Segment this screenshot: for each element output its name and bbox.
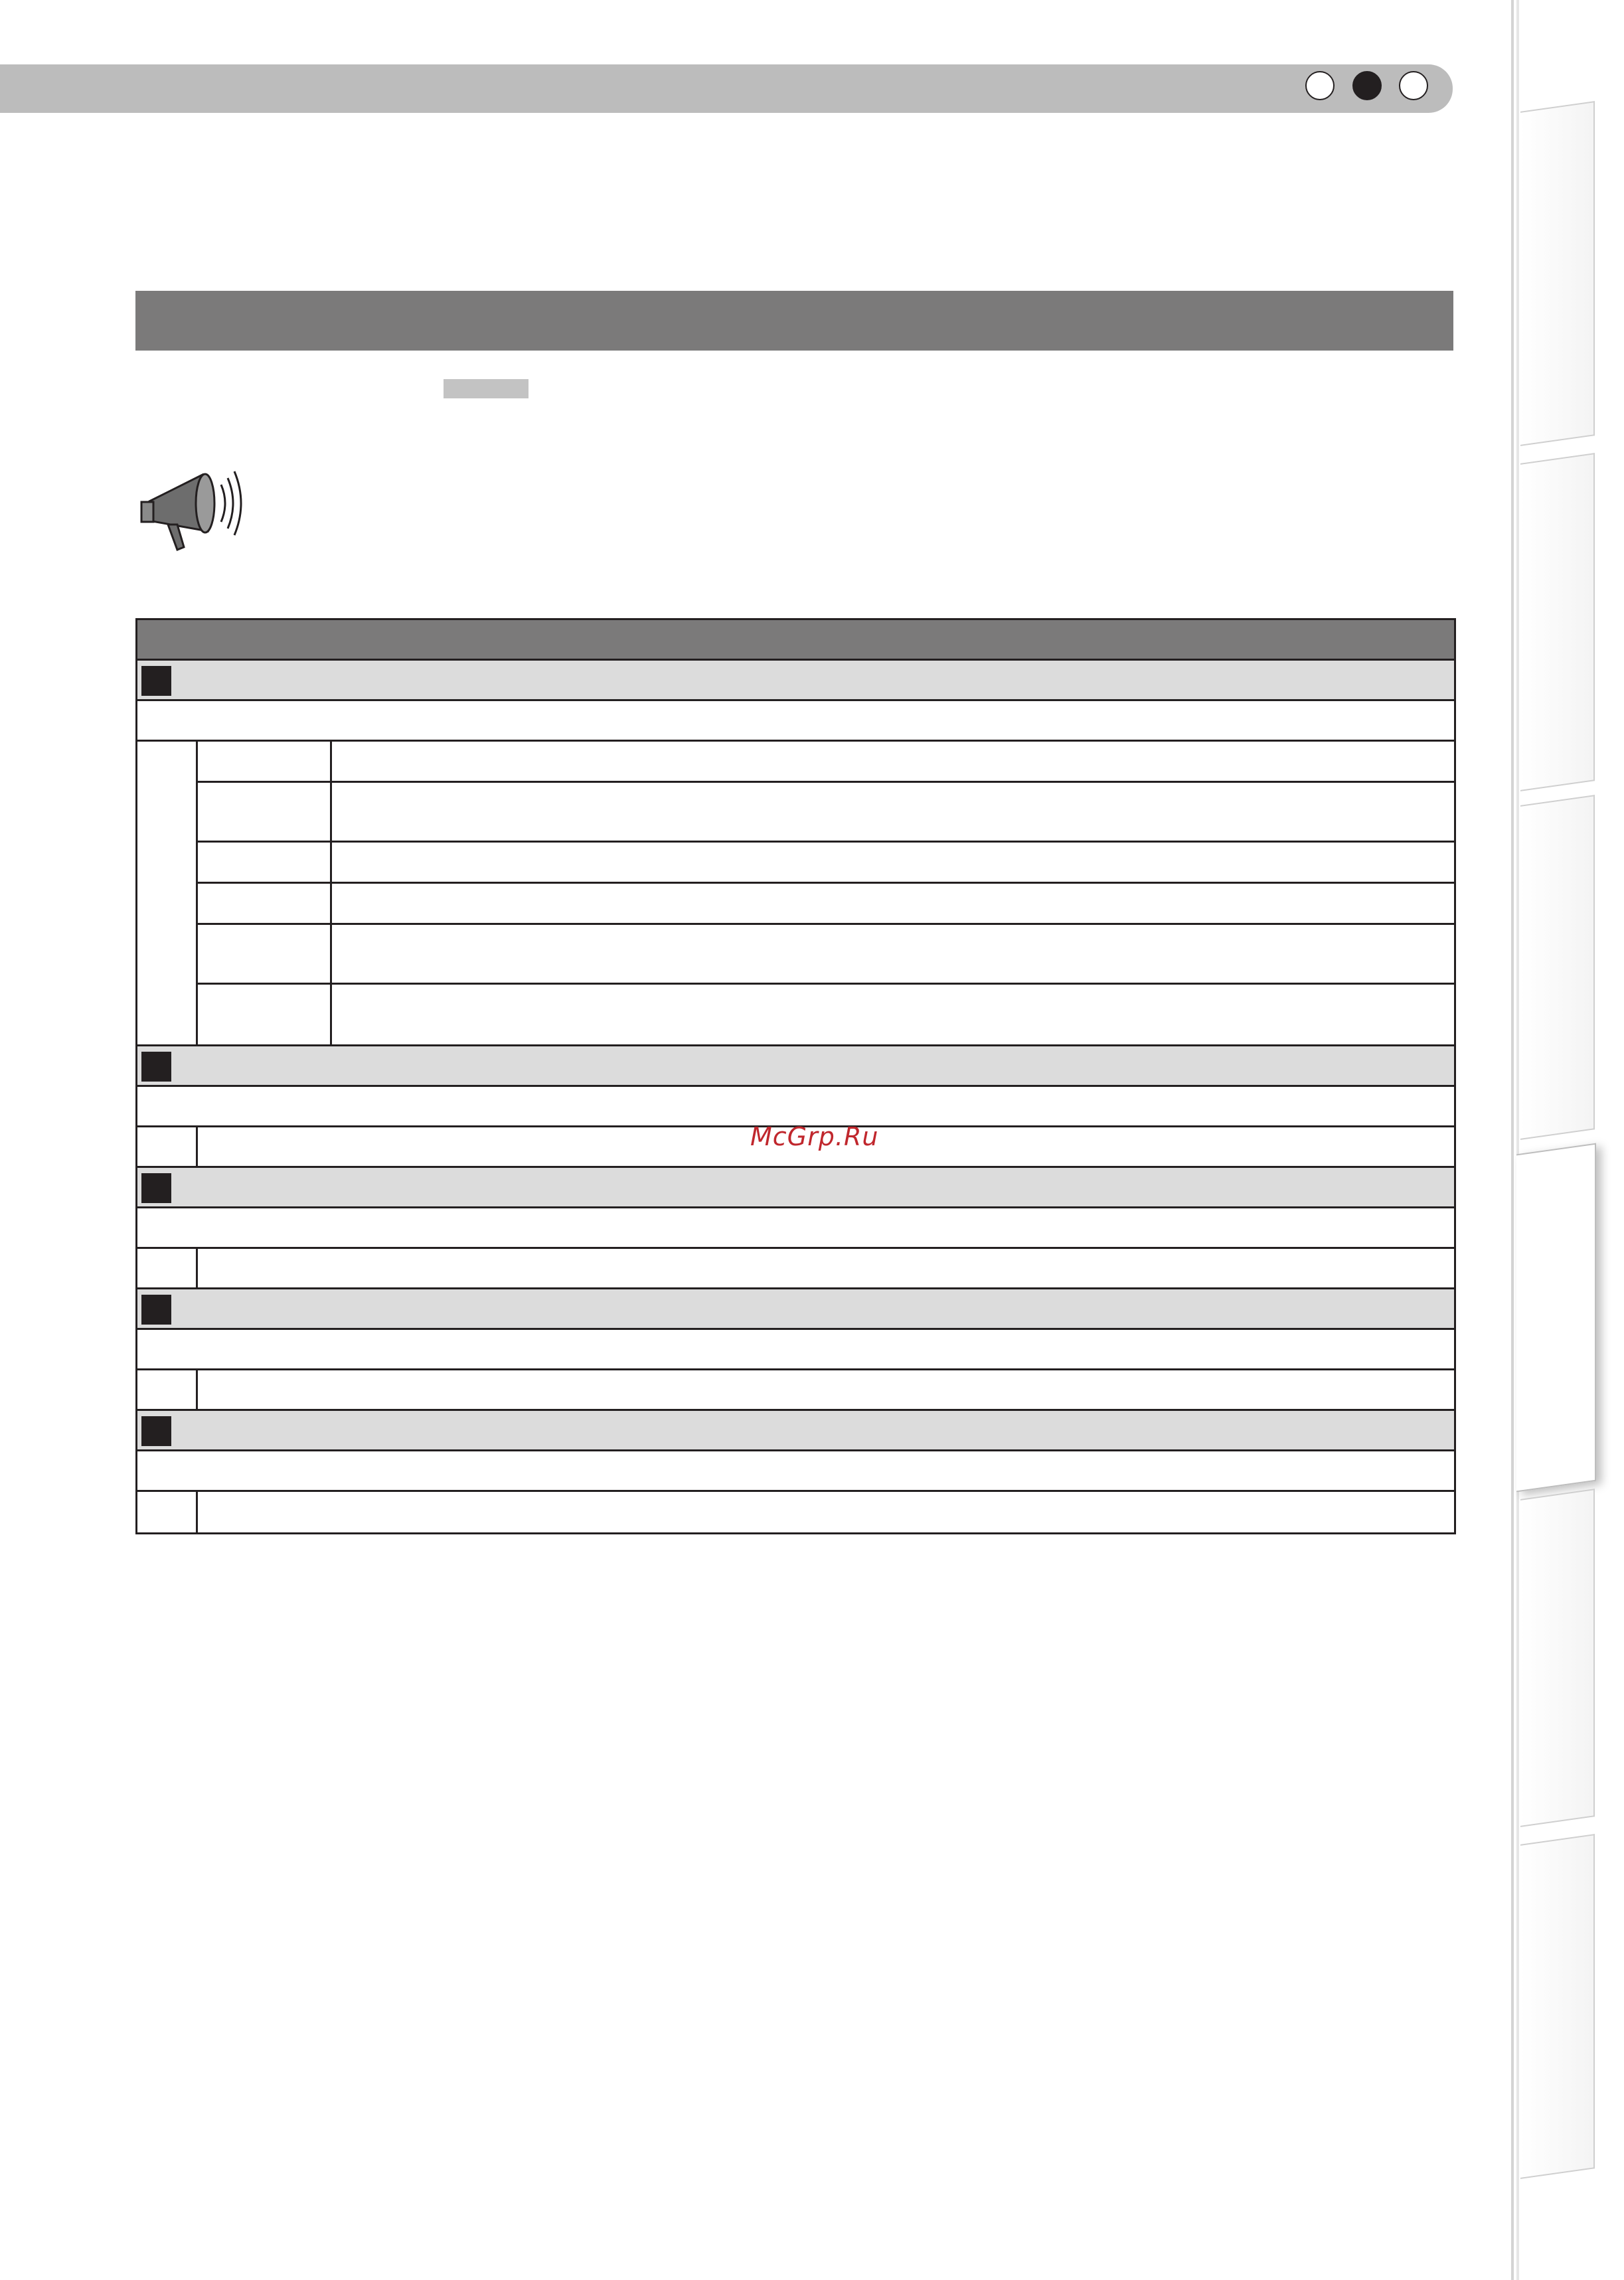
table-header-row xyxy=(137,620,1454,661)
table-category-row xyxy=(137,1411,1454,1451)
table-row xyxy=(137,1249,1454,1289)
table-row xyxy=(198,985,1454,1044)
table-row xyxy=(137,1330,1454,1370)
index-tabs xyxy=(1516,0,1624,2280)
table-row xyxy=(198,783,1454,843)
category-marker xyxy=(141,1173,171,1203)
table-row xyxy=(137,1087,1454,1127)
table-cell xyxy=(137,742,198,1044)
table-row xyxy=(137,1492,1454,1532)
section-dot-2-active xyxy=(1352,71,1382,100)
table-row xyxy=(198,884,1454,925)
table-row-group xyxy=(137,742,1454,1046)
index-tab-4-active[interactable] xyxy=(1516,1143,1596,1493)
index-tab-5[interactable] xyxy=(1520,1489,1595,1827)
table-category-row xyxy=(137,1289,1454,1330)
index-tab-1[interactable] xyxy=(1520,101,1595,446)
megaphone-icon xyxy=(136,458,249,558)
table-row xyxy=(137,1208,1454,1249)
table-row xyxy=(137,1370,1454,1411)
table-row xyxy=(198,742,1454,783)
table-category-row xyxy=(137,661,1454,701)
index-tab-2[interactable] xyxy=(1520,453,1595,791)
page-reference-chip xyxy=(444,379,528,398)
index-tab-6[interactable] xyxy=(1520,1834,1595,2179)
page-top-bar xyxy=(0,64,1453,113)
table-category-row xyxy=(137,1046,1454,1087)
settings-table xyxy=(135,618,1456,1534)
watermark-text: McGrp.Ru xyxy=(750,1122,879,1151)
section-dot-1 xyxy=(1305,71,1335,100)
category-marker xyxy=(141,666,171,696)
table-row xyxy=(137,1451,1454,1492)
category-marker xyxy=(141,1052,171,1082)
table-category-row xyxy=(137,1168,1454,1208)
category-marker xyxy=(141,1416,171,1446)
section-dot-3 xyxy=(1399,71,1428,100)
index-tab-3[interactable] xyxy=(1520,795,1595,1140)
table-row xyxy=(198,843,1454,884)
category-marker xyxy=(141,1295,171,1325)
table-row xyxy=(137,701,1454,742)
table-row xyxy=(198,925,1454,985)
section-title-bar xyxy=(135,291,1453,351)
page-edge xyxy=(1511,0,1514,2280)
